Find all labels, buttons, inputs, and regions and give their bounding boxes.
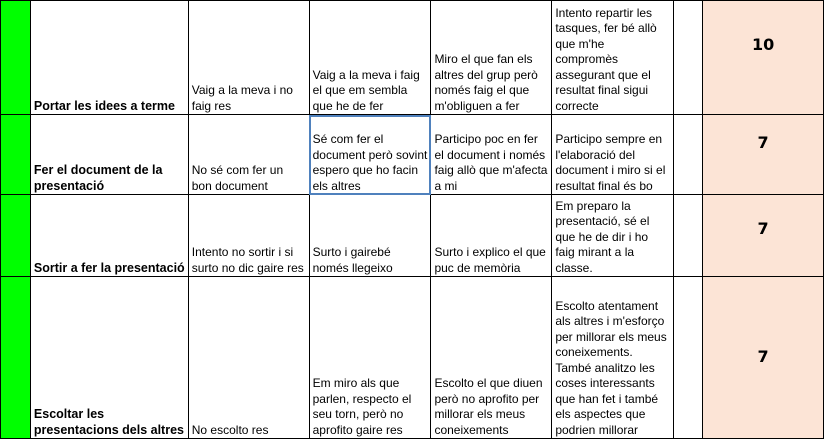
level2-cell[interactable]: Em miro als que parlen, respecto el seu torn, però no aprofito gaire res <box>309 277 431 439</box>
score-cell[interactable]: 7 <box>703 115 824 195</box>
criterion-cell[interactable]: Portar les idees a terme <box>30 1 188 115</box>
table-row <box>1 277 824 439</box>
criterion-cell[interactable]: Fer el document de la presentació <box>30 115 188 195</box>
empty-cell[interactable] <box>674 1 703 115</box>
level1-cell[interactable]: Intento no sortir i si surto no dic gaire res <box>188 195 309 277</box>
empty-cell[interactable] <box>674 115 703 195</box>
level1-cell[interactable]: Vaig a la meva i no faig res <box>188 1 309 115</box>
empty-cell[interactable] <box>674 277 703 439</box>
criterion-cell[interactable]: Sortir a fer la presentació <box>30 195 188 277</box>
table-row <box>1 115 824 195</box>
score-cell[interactable]: 10 <box>703 1 824 115</box>
row-marker[interactable] <box>1 115 31 195</box>
criterion-cell[interactable]: Escoltar les presentacions dels altres <box>30 277 188 439</box>
row-marker[interactable] <box>1 195 31 277</box>
score-cell[interactable]: 7 <box>703 195 824 277</box>
level3-cell[interactable]: Miro el que fan els altres del grup però només faig el que m'obliguen a fer <box>431 1 552 115</box>
level4-cell[interactable]: Escolto atentament als altres i m'esforço per millorar els meus coneixements. També analitzo les coses interessants que han fet i també els aspectes que podrien millorar <box>552 277 674 439</box>
level2-cell[interactable]: Vaig a la meva i faig el que em sembla que he de fer <box>309 1 431 115</box>
level4-cell[interactable]: Em preparo la presentació, sé el que he de dir i ho faig mirant a la classe. <box>552 195 674 277</box>
level2-cell-selected[interactable]: Sé com fer el document però sovint espero que ho facin els altres <box>309 115 431 195</box>
level1-cell[interactable]: No escolto res <box>188 277 309 439</box>
score-cell[interactable]: 7 <box>703 277 824 439</box>
level3-cell[interactable]: Escolto el que diuen però no aprofito per millorar els meus coneixements <box>431 277 552 439</box>
table-row <box>1 195 824 277</box>
row-marker[interactable] <box>1 1 31 115</box>
empty-cell[interactable] <box>674 195 703 277</box>
level3-cell[interactable]: Participo poc en fer el document i només faig allò que m'afecta a mi <box>431 115 552 195</box>
level2-cell[interactable]: Surto i gairebé només llegeixo <box>309 195 431 277</box>
level4-cell[interactable]: Intento repartir les tasques, fer bé allò que m'he compromès assegurant que el resultat final sigui correcte <box>552 1 674 115</box>
level3-cell[interactable]: Surto i explico el que puc de memòria <box>431 195 552 277</box>
row-marker[interactable] <box>1 277 31 439</box>
level1-cell[interactable]: No sé com fer un bon document <box>188 115 309 195</box>
level4-cell[interactable]: Participo sempre en l'elaboració del document i miro si el resultat final és bo <box>552 115 674 195</box>
table-row <box>1 1 824 115</box>
